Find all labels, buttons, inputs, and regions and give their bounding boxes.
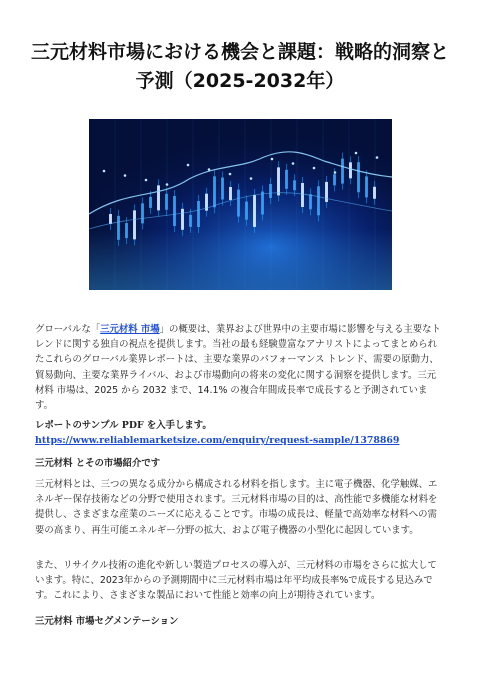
- hero-candle: [213, 176, 216, 207]
- hero-dot: [145, 179, 148, 182]
- hero-candle: [133, 210, 136, 239]
- hero-candle: [109, 214, 112, 224]
- hero-candle: [261, 192, 264, 215]
- sample-label: レポートのサンプル PDF を入手します。: [35, 420, 212, 431]
- hero-image: [89, 119, 392, 290]
- hero-candle: [365, 176, 368, 197]
- hero-candle: [173, 196, 176, 226]
- hero-candle: [197, 201, 200, 227]
- market-description-paragraph: 三元材料とは、三つの異なる成分から構成される材料を指します。主に電子機器、化学触媒、エネルギー保存技術などの分野で使用されます。三元材料市場の目的は、高性能で多機能な材料を提供し、さまざまな産業のニーズに応えることです。市場の成長は、軽量で高効率な材料への需要の高まり、再生可能エネルギー分野の拡大、および電子機器の小型化に起因しています。: [35, 479, 438, 536]
- hero-candle: [141, 203, 144, 223]
- hero-dot: [376, 156, 379, 159]
- hero-candle: [245, 202, 248, 220]
- hero-dot: [292, 162, 295, 165]
- hero-candle: [181, 209, 184, 230]
- hero-dot: [103, 170, 106, 173]
- hero-dot: [271, 158, 274, 161]
- hero-candle: [309, 194, 312, 209]
- sample-request-line: [35, 418, 445, 448]
- hero-candle: [357, 162, 360, 192]
- hero-dot: [355, 152, 358, 155]
- hero-candle: [293, 180, 296, 190]
- hero-candle: [349, 162, 352, 178]
- intro-paragraph: グローバルな「三元材料 市場」の概要は、業界および世界中の主要市場に影響を与える主要なトレンドに関する独自の視点を提供します。当社の最も経験豊富なアナリストによってまとめられたこれらのグローバル業界レポートは、主要な業界のパフォーマンス トレンド、需要の原動力、貿易動向、主要な業界ライバル、および市場動向の将来の変化に関する洞察を提供します。三元材料 市場は、2025 から 2032 まで、14.1% の複合年間成長率で成長すると予測されています。: [35, 324, 441, 412]
- hero-candle: [229, 187, 232, 200]
- hero-candle: [117, 216, 120, 240]
- hero-candle: [125, 223, 128, 238]
- market-growth-paragraph: また、リサイクル技術の進化や新しい製造プロセスの導入が、三元材料の市場をさらに拡大しています。特に、2023年からの予測期間中に三元材料市場は年平均成長率%で成長する見込みです。これにより、さまざまな製品において性能と効率の向上が期待されています。: [35, 560, 437, 602]
- section-heading-segmentation: 三元材料 市場セグメンテーション: [35, 616, 179, 627]
- hero-dot: [166, 183, 169, 186]
- hero-candle: [253, 195, 256, 227]
- hero-dot: [124, 174, 127, 177]
- hero-candle: [277, 167, 280, 195]
- hero-dot: [313, 167, 316, 170]
- hero-candle: [221, 177, 224, 199]
- hero-candle: [269, 184, 272, 198]
- hero-candle: [165, 194, 168, 210]
- hero-candle: [157, 185, 160, 210]
- hero-dot: [229, 173, 232, 176]
- sample-request-link[interactable]: https://www.reliablemarketsize.com/enquiry/request-sample/1378869: [35, 435, 400, 447]
- hero-candle: [285, 170, 288, 189]
- hero-dot: [250, 177, 253, 180]
- hero-candle: [237, 190, 240, 217]
- page-title: 三元材料市場における機会と課題：戦略的洞察と予測（2025-2032年）: [30, 41, 449, 92]
- hero-candle: [341, 159, 344, 184]
- hero-dot: [187, 164, 190, 167]
- hero-dot: [208, 168, 211, 171]
- market-link[interactable]: 三元材料 市場: [100, 324, 160, 335]
- hero-candle: [317, 186, 320, 215]
- hero-candle: [149, 197, 152, 208]
- hero-candle: [373, 187, 376, 199]
- hero-candle: [189, 215, 192, 227]
- section-heading-introduction: 三元材料 とその市場紹介です: [35, 458, 161, 469]
- hero-dot: [334, 171, 337, 174]
- hero-candle: [301, 183, 304, 207]
- hero-candle: [333, 174, 336, 185]
